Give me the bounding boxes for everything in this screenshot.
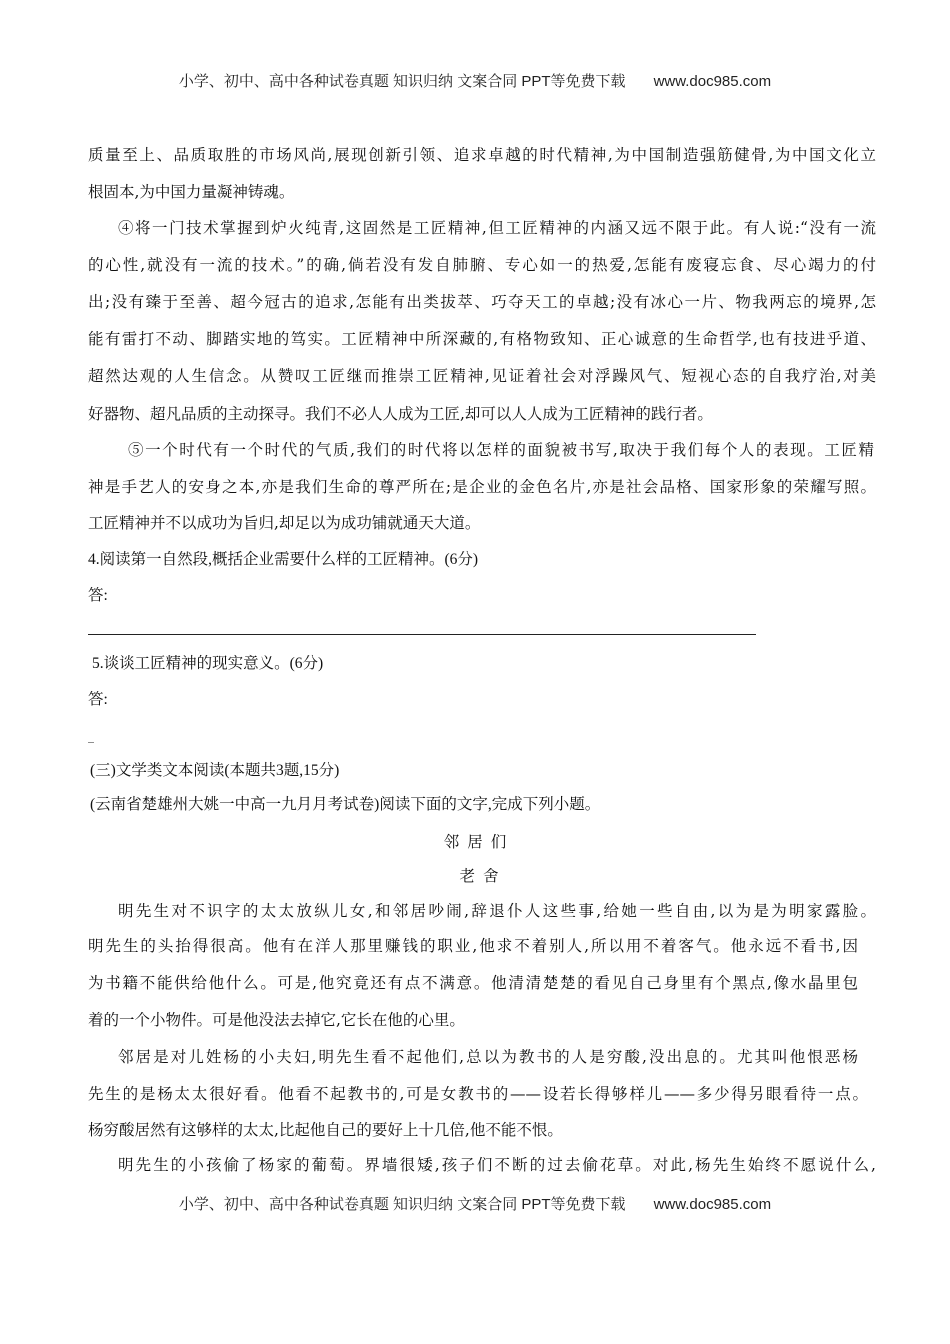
story-line: 明先生的小孩偷了杨家的葡萄。界墙很矮,孩子们不断的过去偷花草。对此,杨先生始终不愿说什么, — [118, 1156, 876, 1174]
answer-line — [88, 634, 756, 635]
answer-label-5: 答: — [88, 691, 108, 708]
passage-line: 工匠精神并不以成功为旨归,却足以为成功铺就通天大道。 — [88, 514, 481, 532]
story-line: 邻居是对儿姓杨的小夫妇,明先生看不起他们,总以为教书的人是穷酸,没出息的。尤其叫他恨恶杨 — [118, 1048, 858, 1066]
story-title: 邻居们 — [443, 833, 515, 851]
story-line: 着的一个小物件。可是他没法去掉它,它长在他的心里。 — [88, 1011, 465, 1029]
passage-line: 能有雷打不动、脚踏实地的笃实。工匠精神中所深藏的,有格物致知、正心诚意的生命哲学,也有技进乎道、 — [88, 330, 876, 348]
story-line: 明先生对不识字的太太放纵儿女,和邻居吵闹,辞退仆人这些事,给她一些自由,以为是为明家露脸。 — [118, 902, 876, 920]
story-line: 先生的是杨太太很好看。他看不起教书的,可是女教书的——设若长得够样儿——多少得另眼看待一点。 — [88, 1085, 868, 1103]
passage-line: 质量至上、品质取胜的市场风尚,展现创新引领、追求卓越的时代精神,为中国制造强筋健骨,为中国文化立 — [88, 146, 876, 164]
page-footer — [0, 1193, 950, 1214]
passage-line: ⑤一个时代有一个时代的气质,我们的时代将以怎样的面貌被书写,取决于我们每个人的表现。工匠精 — [128, 441, 874, 459]
passage-line: 根固本,为中国力量凝神铸魂。 — [88, 183, 295, 201]
story-line: 明先生的头抬得很高。他有在洋人那里赚钱的职业,他求不着别人,所以用不着客气。他永远不看书,因 — [88, 937, 858, 955]
passage-line: 好器物、超凡品质的主动探寻。我们不必人人成为工匠,却可以人人成为工匠精神的践行者。 — [88, 405, 713, 423]
story-author: 老舍 — [459, 867, 507, 885]
footer-url: www.doc985.com — [653, 1196, 772, 1213]
passage-line: 神是手艺人的安身之本,亦是我们生命的尊严所在;是企业的金色名片,亦是社会品格、国家形象的荣耀写照。 — [88, 478, 876, 496]
story-line: 为书籍不能供给他什么。可是,他究竟还有点不满意。他清清楚楚的看见自己身里有个黑点,像水晶里包 — [88, 974, 858, 992]
section-heading: (三)文学类文本阅读(本题共3题,15分) — [90, 762, 340, 779]
question-4: 4.阅读第一自然段,概括企业需要什么样的工匠精神。(6分) — [88, 551, 479, 568]
passage-line: 超然达观的人生信念。从赞叹工匠继而推崇工匠精神,见证着社会对浮躁风气、短视心态的自我疗治,对美 — [88, 367, 876, 385]
passage-line: ④将一门技术掌握到炉火纯青,这固然是工匠精神,但工匠精神的内涵又远不限于此。有人说:“没有一流 — [118, 219, 876, 237]
page-header — [0, 70, 950, 91]
answer-label-4: 答: — [88, 587, 108, 604]
passage-line: 的心性,就没有一流的技术。”的确,倘若没有发自肺腑、专心如一的热爱,怎能有废寝忘食、尽心竭力的付 — [88, 256, 876, 274]
question-5: 5.谈谈工匠精神的现实意义。(6分) — [92, 655, 324, 672]
passage-line: 出;没有臻于至善、超今冠古的追求,怎能有出类拔萃、巧夺天工的卓越;没有冰心一片、物我两忘的境界,怎 — [88, 293, 876, 311]
header-text: 小学、初中、高中各种试卷真题 知识归纳 文案合同 PPT等免费下载 — [178, 73, 626, 90]
story-line: 杨穷酸居然有这够样的太太,比起他自己的要好上十几倍,他不能不恨。 — [88, 1121, 563, 1139]
header-url: www.doc985.com — [653, 73, 772, 90]
section-source: (云南省楚雄州大姚一中高一九月月考试卷)阅读下面的文字,完成下列小题。 — [90, 796, 601, 813]
footer-text: 小学、初中、高中各种试卷真题 知识归纳 文案合同 PPT等免费下载 — [178, 1196, 626, 1213]
answer-mark-5: _ — [88, 729, 94, 743]
